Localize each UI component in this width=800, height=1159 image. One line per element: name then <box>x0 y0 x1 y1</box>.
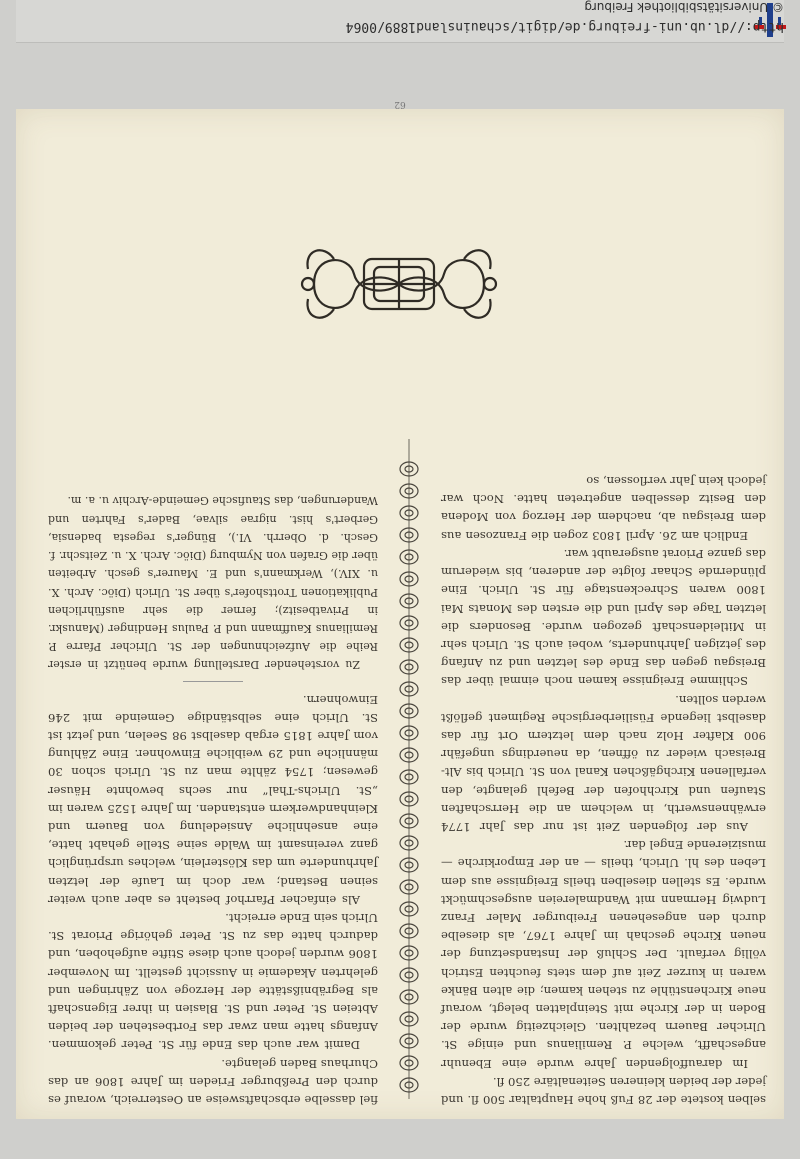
ornamental-column-divider <box>396 439 422 1099</box>
right-text-column <box>48 491 378 1109</box>
paragraph: Aus der folgenden Zeit ist nur das Jahr 1774 erwähnenswerth, in welchem an die Herrschaften Staufen und Kirchhofen der Befehl gelangte, den verfallenen Kirchgäßchen Kanal von St. Ulrich bis Alt-Breisach wieder zu öffnen, da neuerdings ungefähr 900 Klafter Holz nach dem letztern Ort für das daselbst liegende Füsilierbergische Regiment geflößt werden sollten. <box>441 692 766 834</box>
knotwork-ornament <box>294 239 504 329</box>
sources-note: Zu vorstehender Darstellung wurde benützt in erster Reihe die Aufzeichnungen der St. Ulricher Pfarre P. Remilianus Kauffmann und P. Paulus Hendinger (Manuskr. in Privatbesitz); ferner die sehr ausführlichen Publikationen Trottshofer's über St. Ulrich (Diöc. Arch. X. u. XIV.), Werkmann's und E. Maurer's gesch. Arbeiten über die Grafen von Nymburg (Diöc. Arch. X. u. Zeitschr. f. Gesch. d. Oberrh. VI.), Bünger's regesta badensia, Gerbert's hist. nigrae silvae, Bader's Fahrten und Wanderungen, das Staufische Gemeinde-Archiv u. a. m. <box>48 494 378 672</box>
paragraph: fiel dasselbe erbschaftsweise an Oesterreich, worauf es durch den Preßburger Frieden im Jahre 1806 an das Churhaus Baden gelangte. <box>48 1056 378 1107</box>
copyright-notice: © Universitätsbibliothek Freiburg <box>584 0 784 14</box>
book-page <box>16 99 784 1119</box>
paragraph: Endlich am 26. April 1803 zogen die Franzosen aus dem Breisgau ab, nachdem der Herzog von Modena den Besitz desselben angetreten hatte. Noch war jedoch kein Jahr verflossen, so <box>441 474 766 543</box>
paragraph: Schlimme Ereignisse kamen noch einmal über das Breisgau gegen das Ende des letzten und zu Anfang des jetzigen Jahrhunderts, wobei auch St. Ulrich sehr in Mitleidenschaft gezogen wurde. Besonders die letzten Tage des April und die ersten des Monats Mai 1800 waren Schreckenstage für St. Ulrich. Eine plündernde Schaar folgte der anderen, bis wiederum das ganze Priorat ausgeraubt war. <box>441 546 766 689</box>
left-text-column <box>441 472 766 1109</box>
section-rule <box>183 681 243 682</box>
page-number: 62 <box>394 99 406 109</box>
paragraph: selben kostete der 28 Fuß hohe Hauptaltar 500 fl. und jeder der beiden kleineren Seitenaltäre 250 fl. <box>441 1074 766 1107</box>
paragraph: Damit war auch das Ende für St. Peter gekommen. Anfangs hatte man zwar das Fortbestehen der beiden Abteien St. Peter und St. Blasien in ihrer Eigenschaft als Begräbnißstätte der Herzoge von Zähringen und gelehrten Akademie in Aussicht gestellt. Im November 1806 wurden jedoch auch diese Stifte aufgehoben, und dadurch hatte das zu St. Peter gehörige Priorat St. Ulrich sein Ende erreicht. <box>48 910 378 1053</box>
paragraph: Als einfacher Pfarrhof besteht es aber auch weiter seinen Bestand; war doch im Laufe der letzten Jahrhunderte um das Klösterlein, welches ursprünglich ganz vereinsamt im Walde seine Stelle gehabt hatte, eine ansehnliche Ansiedelung von Bauern und Kleinhandwerkern entstanden. Im Jahre 1525 waren im „St. Ulrichs-Thal“ nur sechs bewohnte Häuser gewesen; 1754 zählte man zu St. Ulrich schon 30 männliche und 29 weibliche Einwohner. Eine Zählung vom Jahre 1815 ergab daselbst 98 Seelen, und jetzt ist St. Ulrich eine selbständige Gemeinde mit 246 Einwohnern. <box>48 692 378 907</box>
document-url[interactable]: http://dl.ub.uni-freiburg.de/digit/schauinsland1889/0064 <box>345 19 784 34</box>
paragraph: Im darauffolgenden Jahre wurde eine Ebenuhr angeschafft, welche P. Remilianus und einige St. Ulricher Bauern bezahlten. Gleichzeitig wurde der Boden in der Kirche mit Steinplatten belegt, worauf neue Kirchenstühle zu stehen kamen; die alten Bänke waren in kurzer Zeit auf dem stets feuchten Estrich völlig verfault. Der Schluß der Instandsetzung der neuen Kirche geschah im Jahre 1767, als dieselbe durch den angesehenen Freiburger Maler Franz Ludwig Hermann mit Wandmalereien ausgeschmückt wurde. Es stellen dieselben theils Ereignisse aus dem Leben des hl. Ulrich, theils — an der Emporkirche — musizierende Engel dar. <box>441 838 766 1071</box>
